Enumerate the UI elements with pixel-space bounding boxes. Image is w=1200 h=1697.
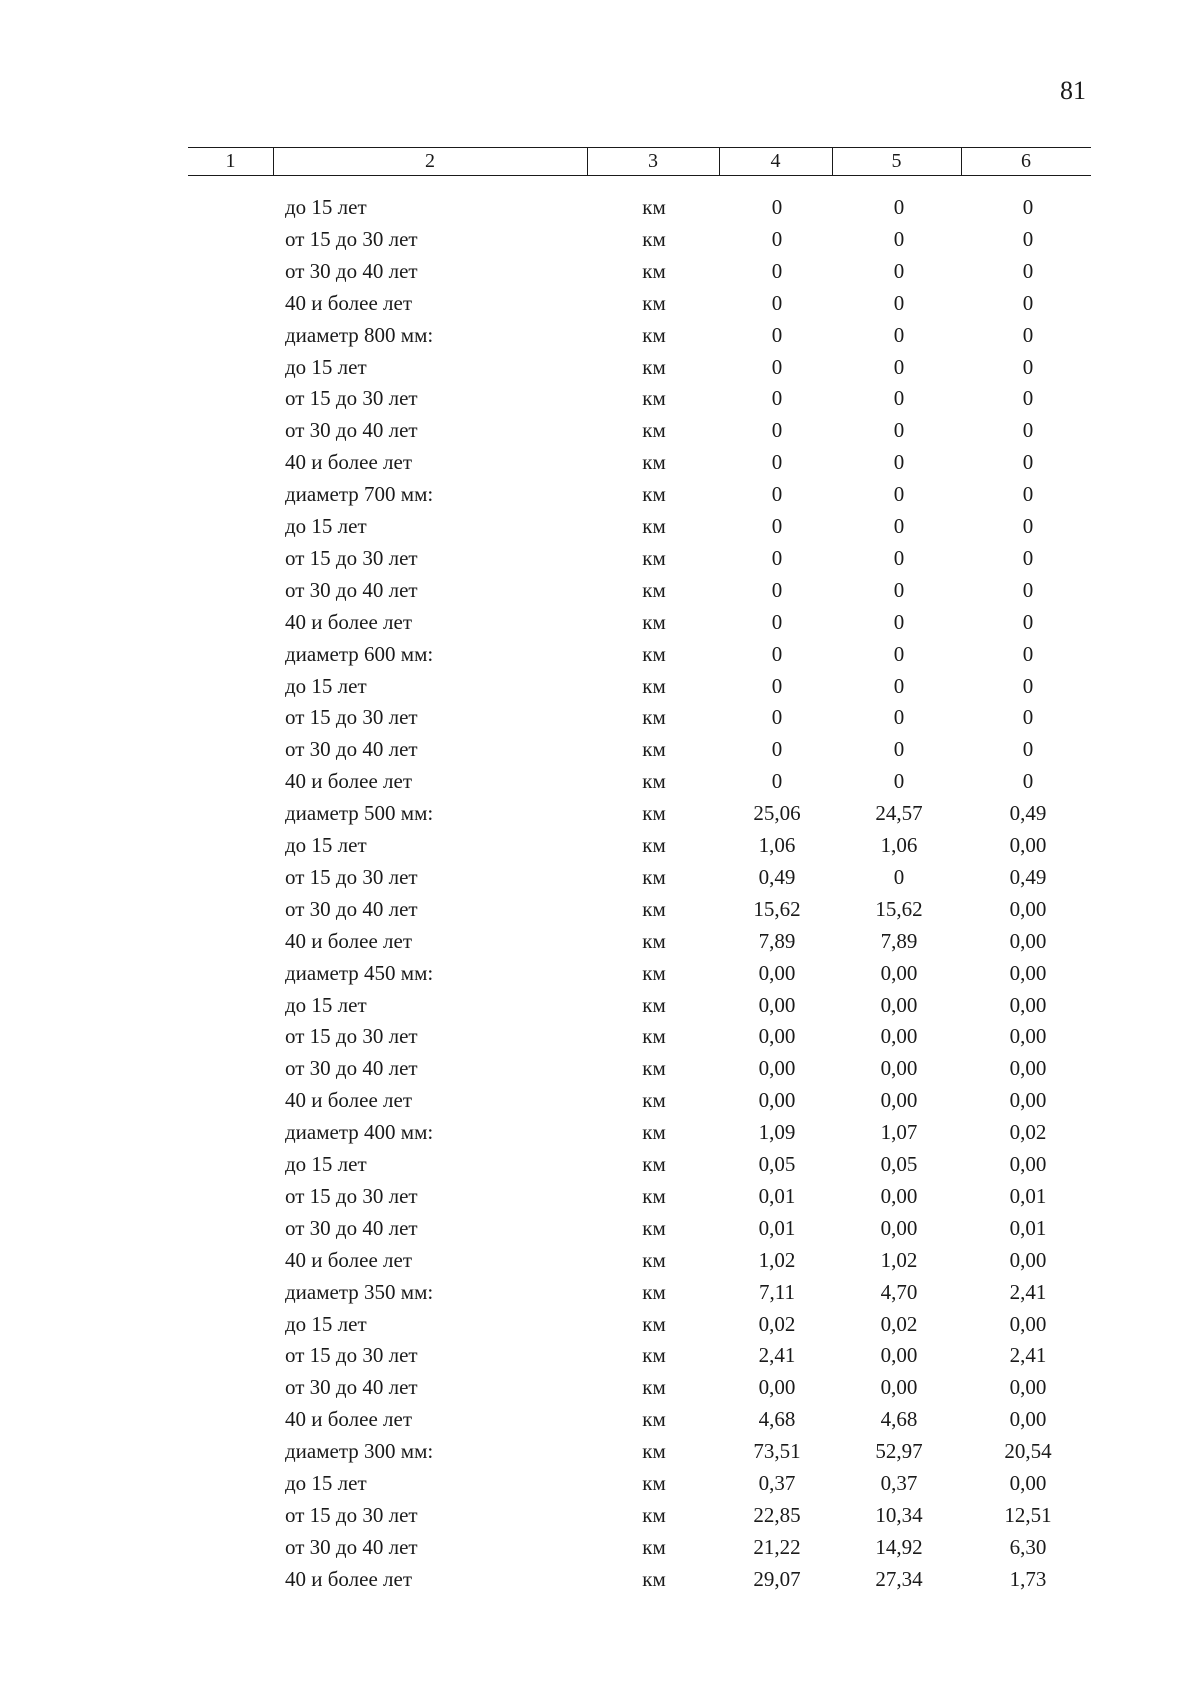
row-value-col5: 0 (893, 482, 905, 507)
row-name: 40 и более лет (285, 290, 412, 315)
row-name: диаметр 400 мм: (285, 1120, 434, 1145)
row-value-col6: 2,41 (1009, 1343, 1047, 1368)
table-row (0, 575, 1200, 605)
row-value-col5: 0 (893, 737, 905, 762)
table-row (0, 1468, 1200, 1498)
row-value-col5: 0 (893, 514, 905, 538)
table-row (0, 830, 1200, 860)
row-unit: км (642, 769, 666, 794)
row-value-col4: 0 (771, 545, 783, 570)
row-value-col4: 0 (771, 386, 783, 411)
table-row (0, 1340, 1200, 1370)
table-row (0, 1564, 1200, 1594)
row-value-col6: 0,49 (1009, 864, 1047, 889)
row-value-col6: 0,00 (1009, 896, 1047, 921)
row-name: от 15 до 30 лет (285, 386, 418, 411)
table-row (0, 288, 1200, 318)
row-value-col4: 0 (771, 673, 783, 698)
header-col-3: 3 (648, 150, 658, 172)
row-value-col6: 0,00 (1009, 833, 1047, 857)
row-value-col5: 0 (893, 195, 905, 219)
table-row (0, 1404, 1200, 1434)
table-row (0, 990, 1200, 1020)
row-value-col6: 0 (1022, 418, 1034, 443)
row-unit: км (642, 482, 666, 507)
row-value-col6: 0 (1022, 482, 1034, 507)
row-name: 40 и более лет (285, 928, 412, 953)
row-name: до 15 лет (285, 992, 367, 1017)
table-row (0, 1372, 1200, 1402)
table-row (0, 352, 1200, 382)
row-value-col5: 4,70 (880, 1279, 918, 1304)
row-name: до 15 лет (285, 1152, 367, 1176)
row-value-col4: 0 (771, 737, 783, 762)
header-col-4: 4 (770, 150, 781, 172)
row-value-col4: 73,51 (753, 1439, 801, 1464)
row-value-col5: 0 (893, 641, 905, 666)
row-value-col6: 0,00 (1009, 992, 1047, 1017)
row-value-col6: 0,02 (1009, 1120, 1047, 1145)
table-header (188, 147, 1091, 176)
table-row (0, 1532, 1200, 1562)
row-unit: км (642, 1152, 666, 1176)
row-unit: км (642, 960, 666, 985)
row-value-col5: 0,00 (880, 1024, 918, 1049)
row-value-col5: 0,00 (880, 1215, 918, 1240)
row-value-col5: 0 (893, 577, 905, 602)
row-name: от 30 до 40 лет (285, 896, 418, 921)
row-value-col4: 0,00 (758, 960, 796, 985)
row-value-col4: 4,68 (758, 1407, 796, 1432)
row-value-col6: 0 (1022, 705, 1034, 730)
row-value-col6: 20,54 (1004, 1439, 1052, 1464)
row-value-col5: 10,34 (875, 1502, 923, 1527)
table-row (0, 1213, 1200, 1243)
table-row (0, 1436, 1200, 1466)
header-col-6: 6 (1021, 150, 1031, 172)
row-unit: км (642, 641, 666, 666)
row-value-col5: 4,68 (880, 1407, 918, 1432)
row-value-col4: 0 (771, 705, 783, 730)
row-value-col6: 0,00 (1009, 928, 1047, 953)
row-value-col4: 0,02 (758, 1311, 796, 1336)
row-value-col4: 0,37 (758, 1471, 796, 1495)
row-name: диаметр 350 мм: (285, 1279, 434, 1304)
row-value-col4: 0 (771, 195, 783, 219)
row-value-col6: 0,01 (1009, 1183, 1047, 1208)
row-value-col6: 0,00 (1009, 1024, 1047, 1049)
header-col-1: 1 (225, 150, 236, 172)
row-unit: км (642, 258, 666, 283)
row-value-col5: 0,00 (880, 992, 918, 1017)
row-name: от 15 до 30 лет (285, 705, 418, 730)
table-row (0, 383, 1200, 413)
row-value-col5: 0,00 (880, 1343, 918, 1368)
row-value-col6: 0 (1022, 258, 1034, 283)
table-row (0, 1149, 1200, 1179)
row-value-col4: 22,85 (753, 1502, 801, 1527)
row-name: 40 и более лет (285, 1566, 412, 1591)
row-value-col5: 15,62 (875, 896, 923, 921)
row-name: от 30 до 40 лет (285, 1534, 418, 1559)
row-value-col4: 1,02 (758, 1247, 796, 1272)
row-unit: км (642, 673, 666, 698)
row-value-col4: 0 (771, 482, 783, 507)
row-value-col5: 7,89 (880, 928, 918, 953)
row-value-col4: 0,01 (758, 1183, 796, 1208)
row-value-col5: 0,02 (880, 1311, 918, 1336)
row-value-col4: 0 (771, 354, 783, 379)
header-col-5: 5 (891, 150, 902, 172)
row-value-col5: 0,00 (880, 1375, 918, 1400)
row-value-col4: 0,00 (758, 1375, 796, 1400)
row-name: диаметр 300 мм: (285, 1439, 434, 1464)
row-value-col4: 15,62 (753, 896, 801, 921)
row-unit: км (642, 226, 666, 251)
row-unit: км (642, 1502, 666, 1527)
table-row (0, 1117, 1200, 1147)
row-value-col5: 0 (893, 673, 905, 698)
row-value-col5: 0 (893, 354, 905, 379)
row-value-col6: 0,49 (1009, 801, 1047, 826)
row-name: от 15 до 30 лет (285, 864, 418, 889)
row-name: диаметр 600 мм: (285, 641, 434, 666)
table-row (0, 894, 1200, 924)
table-row (0, 320, 1200, 350)
row-value-col5: 0,00 (880, 960, 918, 985)
row-value-col5: 0 (893, 705, 905, 730)
row-name: от 15 до 30 лет (285, 1502, 418, 1527)
table-row (0, 511, 1200, 541)
row-unit: км (642, 1247, 666, 1272)
row-value-col6: 0,00 (1009, 1247, 1047, 1272)
table-row (0, 224, 1200, 254)
row-value-col6: 0,00 (1009, 1471, 1047, 1495)
row-value-col4: 0 (771, 609, 783, 634)
row-unit: км (642, 737, 666, 762)
row-name: от 30 до 40 лет (285, 418, 418, 443)
row-value-col6: 12,51 (1004, 1502, 1052, 1527)
row-unit: км (642, 833, 666, 857)
table-row (0, 447, 1200, 477)
row-unit: км (642, 1566, 666, 1591)
row-value-col4: 1,06 (758, 833, 796, 857)
row-name: до 15 лет (285, 514, 367, 538)
row-value-col6: 0 (1022, 545, 1034, 570)
row-value-col6: 0,00 (1009, 1152, 1047, 1176)
row-unit: км (642, 609, 666, 634)
row-value-col5: 1,06 (880, 833, 918, 857)
row-value-col6: 2,41 (1009, 1279, 1047, 1304)
row-name: от 30 до 40 лет (285, 737, 418, 762)
row-unit: км (642, 1279, 666, 1304)
page-number: 81 (1060, 76, 1086, 105)
row-value-col4: 0,49 (758, 864, 796, 889)
row-value-col4: 0,00 (758, 992, 796, 1017)
row-value-col4: 1,09 (758, 1120, 796, 1145)
table-row (0, 415, 1200, 445)
row-name: 40 и более лет (285, 1407, 412, 1432)
row-unit: км (642, 1215, 666, 1240)
table-row (0, 543, 1200, 573)
row-unit: км (642, 1439, 666, 1464)
row-unit: км (642, 1056, 666, 1081)
row-value-col6: 0,00 (1009, 1375, 1047, 1400)
row-value-col4: 0 (771, 514, 783, 538)
row-name: до 15 лет (285, 1311, 367, 1336)
row-unit: км (642, 992, 666, 1017)
row-unit: км (642, 514, 666, 538)
row-value-col5: 1,02 (880, 1247, 918, 1272)
table-row (0, 256, 1200, 286)
row-value-col5: 0,00 (880, 1088, 918, 1113)
row-value-col6: 0 (1022, 609, 1034, 634)
row-unit: км (642, 801, 666, 826)
row-value-col5: 0 (893, 864, 905, 889)
row-value-col6: 0,01 (1009, 1215, 1047, 1240)
table-row (0, 479, 1200, 509)
row-value-col4: 0,00 (758, 1056, 796, 1081)
row-value-col4: 0 (771, 322, 783, 347)
row-unit: км (642, 545, 666, 570)
row-value-col5: 0,00 (880, 1183, 918, 1208)
row-value-col6: 0 (1022, 514, 1034, 538)
row-name: диаметр 800 мм: (285, 322, 434, 347)
row-value-col6: 0 (1022, 386, 1034, 411)
row-value-col4: 0 (771, 226, 783, 251)
row-value-col4: 0 (771, 577, 783, 602)
table-row (0, 1277, 1200, 1307)
row-unit: км (642, 928, 666, 953)
row-value-col4: 25,06 (753, 801, 801, 826)
row-value-col5: 0 (893, 418, 905, 443)
row-name: до 15 лет (285, 673, 367, 698)
table-row (0, 607, 1200, 637)
row-name: от 30 до 40 лет (285, 1375, 418, 1400)
row-name: 40 и более лет (285, 1088, 412, 1113)
row-value-col6: 0,00 (1009, 1311, 1047, 1336)
row-value-col5: 0 (893, 386, 905, 411)
row-value-col5: 27,34 (875, 1566, 923, 1591)
row-unit: км (642, 1534, 666, 1559)
row-unit: км (642, 1343, 666, 1368)
table-row (0, 1021, 1200, 1051)
row-value-col4: 7,11 (759, 1279, 795, 1304)
row-name: от 15 до 30 лет (285, 1343, 418, 1368)
row-name: 40 и более лет (285, 769, 412, 794)
row-value-col4: 2,41 (758, 1343, 796, 1368)
table-row (0, 862, 1200, 892)
row-name: диаметр 500 мм: (285, 801, 434, 826)
row-unit: км (642, 450, 666, 475)
row-value-col5: 1,07 (880, 1120, 918, 1145)
row-value-col6: 0 (1022, 673, 1034, 698)
row-unit: км (642, 1183, 666, 1208)
row-name: от 15 до 30 лет (285, 545, 418, 570)
row-name: от 30 до 40 лет (285, 1056, 418, 1081)
table-row (0, 702, 1200, 732)
row-name: до 15 лет (285, 1471, 367, 1495)
row-value-col4: 7,89 (758, 928, 796, 953)
row-unit: км (642, 577, 666, 602)
row-name: 40 и более лет (285, 609, 412, 634)
row-value-col5: 0 (893, 769, 905, 794)
row-name: от 15 до 30 лет (285, 226, 418, 251)
row-value-col5: 24,57 (875, 801, 923, 826)
row-value-col6: 0 (1022, 354, 1034, 379)
row-value-col6: 0,00 (1009, 1407, 1047, 1432)
row-unit: км (642, 195, 666, 219)
row-value-col5: 0,00 (880, 1056, 918, 1081)
row-value-col6: 1,73 (1009, 1566, 1047, 1591)
row-value-col5: 0 (893, 290, 905, 315)
row-value-col6: 0 (1022, 290, 1034, 315)
row-unit: км (642, 1375, 666, 1400)
row-value-col4: 0,00 (758, 1024, 796, 1049)
row-value-col5: 0 (893, 450, 905, 475)
row-value-col5: 0 (893, 226, 905, 251)
row-unit: км (642, 896, 666, 921)
row-value-col5: 0 (893, 609, 905, 634)
table-row (0, 1053, 1200, 1083)
row-value-col6: 0 (1022, 577, 1034, 602)
row-name: до 15 лет (285, 354, 367, 379)
row-name: 40 и более лет (285, 450, 412, 475)
row-value-col6: 0,00 (1009, 960, 1047, 985)
row-value-col4: 21,22 (753, 1534, 801, 1559)
row-value-col5: 52,97 (875, 1439, 923, 1464)
row-value-col4: 0,00 (758, 1088, 796, 1113)
row-name: от 30 до 40 лет (285, 258, 418, 283)
row-unit: км (642, 1471, 666, 1495)
row-value-col4: 0,01 (758, 1215, 796, 1240)
table-row (0, 958, 1200, 988)
row-unit: км (642, 354, 666, 379)
header-col-2: 2 (425, 150, 435, 172)
row-value-col5: 0 (893, 322, 905, 347)
table-row (0, 671, 1200, 701)
table-row (0, 926, 1200, 956)
row-unit: км (642, 705, 666, 730)
row-name: диаметр 700 мм: (285, 482, 434, 507)
row-value-col4: 0,05 (758, 1152, 796, 1176)
row-value-col5: 0,37 (880, 1471, 918, 1495)
table-row (0, 1309, 1200, 1339)
row-value-col5: 0,05 (880, 1152, 918, 1176)
row-unit: км (642, 864, 666, 889)
row-value-col4: 0 (771, 290, 783, 315)
table-row (0, 1245, 1200, 1275)
table-row (0, 798, 1200, 828)
row-value-col5: 0 (893, 258, 905, 283)
row-value-col4: 0 (771, 450, 783, 475)
row-value-col4: 0 (771, 258, 783, 283)
row-value-col6: 0 (1022, 195, 1034, 219)
row-value-col6: 6,30 (1009, 1534, 1047, 1559)
row-name: до 15 лет (285, 833, 367, 857)
row-unit: км (642, 386, 666, 411)
table-row (0, 1500, 1200, 1530)
row-name: 40 и более лет (285, 1247, 412, 1272)
row-unit: км (642, 1407, 666, 1432)
row-value-col6: 0 (1022, 450, 1034, 475)
row-value-col6: 0 (1022, 641, 1034, 666)
row-unit: км (642, 418, 666, 443)
row-value-col4: 0 (771, 769, 783, 794)
row-unit: км (642, 1311, 666, 1336)
row-value-col4: 0 (771, 641, 783, 666)
row-name: от 30 до 40 лет (285, 1215, 418, 1240)
table-row (0, 192, 1200, 222)
row-unit: км (642, 322, 666, 347)
row-value-col6: 0 (1022, 769, 1034, 794)
row-unit: км (642, 1120, 666, 1145)
row-value-col6: 0 (1022, 226, 1034, 251)
row-value-col5: 0 (893, 545, 905, 570)
row-name: от 15 до 30 лет (285, 1024, 418, 1049)
row-name: от 30 до 40 лет (285, 577, 418, 602)
row-unit: км (642, 1024, 666, 1049)
row-value-col6: 0,00 (1009, 1056, 1047, 1081)
row-name: от 15 до 30 лет (285, 1183, 418, 1208)
row-value-col6: 0,00 (1009, 1088, 1047, 1113)
table-row (0, 766, 1200, 796)
row-value-col4: 0 (771, 418, 783, 443)
row-unit: км (642, 1088, 666, 1113)
table-row (0, 1085, 1200, 1115)
table-row (0, 639, 1200, 669)
row-name: диаметр 450 мм: (285, 960, 434, 985)
row-value-col5: 14,92 (875, 1534, 923, 1559)
row-unit: км (642, 290, 666, 315)
row-value-col4: 29,07 (753, 1566, 801, 1591)
row-name: до 15 лет (285, 195, 367, 219)
table-row (0, 1181, 1200, 1211)
row-value-col6: 0 (1022, 322, 1034, 347)
row-value-col6: 0 (1022, 737, 1034, 762)
table-row (0, 734, 1200, 764)
